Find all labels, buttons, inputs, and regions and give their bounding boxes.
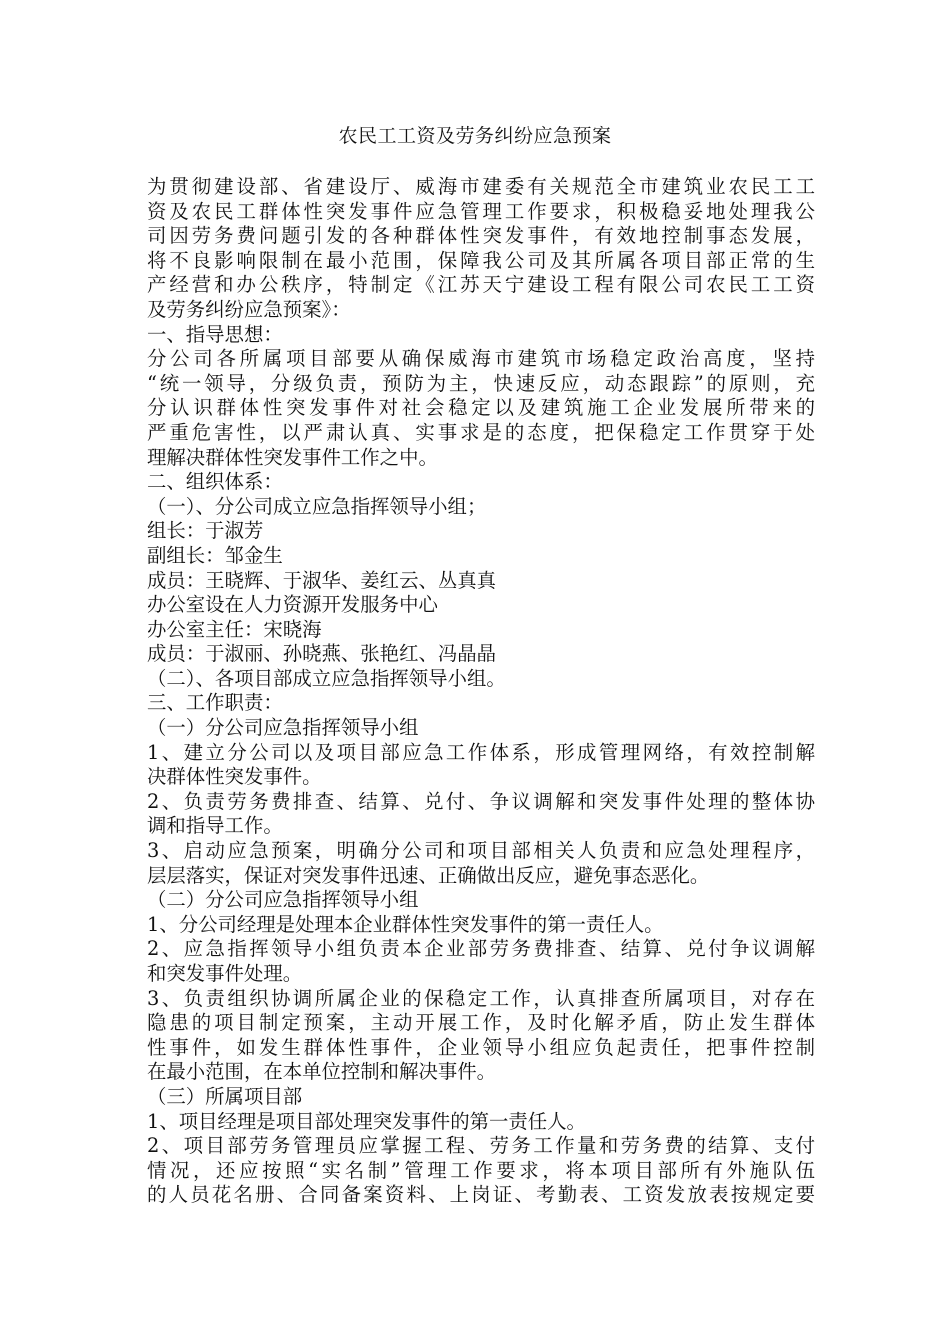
paragraph-line: 隐患的项目制定预案，主动开展工作，及时化解矛盾，防止发生群体 (147, 1011, 815, 1035)
paragraph-line: 1、分公司经理是处理本企业群体性突发事件的第一责任人。 (147, 912, 664, 936)
paragraph-line: （三）所属项目部 (147, 1084, 303, 1108)
paragraph-line: 产经营和办公秩序，特制定《江苏天宁建设工程有限公司农民工工资 (147, 273, 815, 297)
paragraph-line: 和突发事件处理。 (147, 962, 303, 985)
paragraph-line: 性事件，如发生群体性事件，企业领导小组应负起责任，把事件控制 (147, 1035, 815, 1059)
paragraph-line: “统一领导，分级负责，预防为主，快速反应，动态跟踪”的原则，充 (147, 371, 815, 395)
paragraph-line: 理解决群体性突发事件工作之中。 (147, 445, 438, 469)
paragraph-line: 2、项目部劳务管理员应掌握工程、劳务工作量和劳务费的结算、支付 (147, 1134, 815, 1158)
paragraph-line: 二、组织体系： (147, 470, 283, 494)
paragraph-line: （二）、各项目部成立应急指挥领导小组。 (147, 666, 506, 690)
paragraph-line: 在最小范围，在本单位控制和解决事件。 (147, 1060, 497, 1084)
paragraph-line: 办公室主任：宋晓海 (147, 617, 322, 641)
paragraph-line: 调和指导工作。 (147, 814, 283, 838)
paragraph-line: 层层落实，保证对突发事件迅速、正确做出反应，避免事态恶化。 (147, 863, 710, 887)
paragraph-line: 资及农民工群体性突发事件应急管理工作要求，积极稳妥地处理我公 (147, 199, 815, 223)
paragraph-line: 及劳务纠纷应急预案》： (147, 297, 351, 321)
paragraph-line: 三、工作职责： (147, 691, 283, 715)
paragraph-line: 的人员花名册、合同备案资料、上岗证、考勤表、工资发放表按规定要 (147, 1183, 815, 1207)
paragraph-line: （二）分公司应急指挥领导小组 (147, 888, 419, 912)
paragraph-line: 3、负责组织协调所属企业的保稳定工作，认真排查所属项目，对存在 (147, 986, 815, 1010)
paragraph-line: 决群体性突发事件。 (147, 765, 322, 789)
paragraph-line: 为贯彻建设部、省建设厅、威海市建委有关规范全市建筑业农民工工 (147, 175, 815, 198)
paragraph-line: 组长：于淑芳 (147, 519, 264, 543)
paragraph-line: 将不良影响限制在最小范围，保障我公司及其所属各项目部正常的生 (147, 248, 815, 272)
paragraph-line: 1、建立分公司以及项目部应急工作体系，形成管理网络，有效控制解 (147, 740, 815, 764)
paragraph-line: 副组长：邹金生 (147, 543, 283, 567)
paragraph-line: （一）分公司应急指挥领导小组 (147, 716, 419, 740)
document-title: 农民工工资及劳务纠纷应急预案 (338, 125, 612, 147)
paragraph-line: 严重危害性，以严肃认真、实事求是的态度，把保稳定工作贯穿于处 (147, 420, 815, 444)
paragraph-line: 分公司各所属项目部要从确保威海市建筑市场稳定政治高度，坚持 (147, 347, 815, 371)
paragraph-line: （一）、分公司成立应急指挥领导小组； (147, 494, 487, 518)
paragraph-line: 成员：于淑丽、孙晓燕、张艳红、冯晶晶 (147, 642, 497, 666)
paragraph-line: 2、应急指挥领导小组负责本企业部劳务费排查、结算、兑付争议调解 (147, 937, 815, 961)
paragraph-line: 3、启动应急预案，明确分公司和项目部相关人负责和应急处理程序， (147, 839, 815, 863)
paragraph-line: 成员：王晓辉、于淑华、姜红云、丛真真 (147, 568, 497, 592)
paragraph-line: 分认识群体性突发事件对社会稳定以及建筑施工企业发展所带来的 (147, 396, 815, 420)
paragraph-line: 2、负责劳务费排查、结算、兑付、争议调解和突发事件处理的整体协 (147, 789, 815, 813)
paragraph-line: 办公室设在人力资源开发服务中心 (147, 593, 438, 617)
paragraph-line: 一、指导思想： (147, 322, 283, 346)
document-body (147, 175, 815, 1208)
paragraph-line: 司因劳务费问题引发的各种群体性突发事件，有效地控制事态发展， (147, 224, 815, 248)
paragraph-line: 1、项目经理是项目部处理突发事件的第一责任人。 (147, 1109, 586, 1133)
paragraph-line: 情况，还应按照“实名制”管理工作要求，将本项目部所有外施队伍 (147, 1158, 815, 1182)
